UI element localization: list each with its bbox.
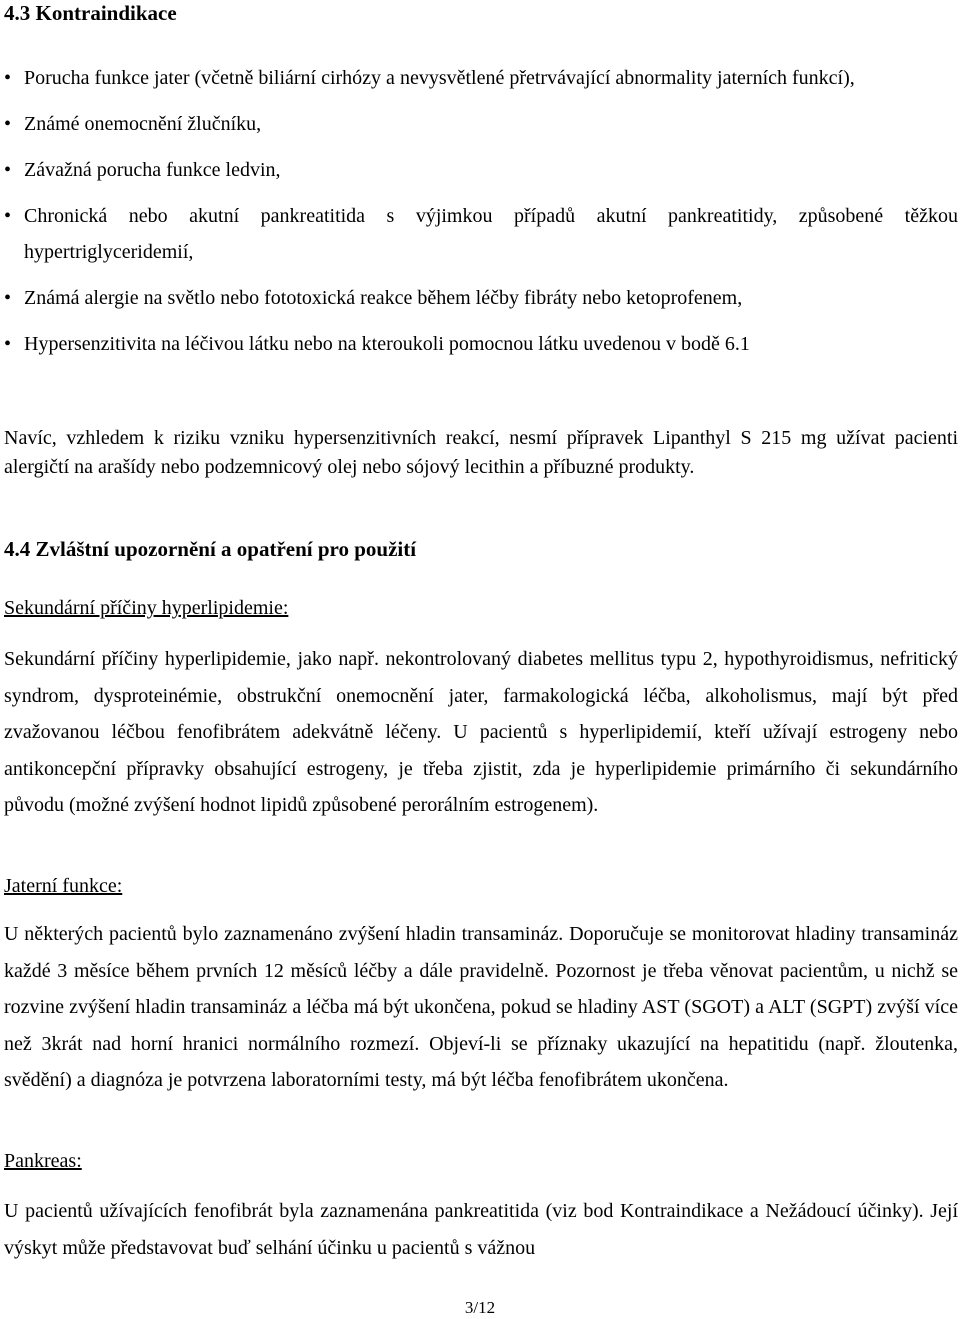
list-item: • Známé onemocnění žlučníku,	[4, 106, 958, 142]
list-item: • Chronická nebo akutní pankreatitida s výjimkou případů akutní pankreatitidy, způsobené těžkou hypertriglyceridemií,	[4, 198, 958, 270]
list-item: • Známá alergie na světlo nebo fototoxická reakce během léčby fibráty nebo ketoprofenem,	[4, 280, 958, 316]
page-number: 3/12	[464, 1298, 496, 1317]
list-item: • Porucha funkce jater (včetně biliární cirhózy a nevysvětlené přetrvávající abnormality jaterních funkcí),	[4, 60, 958, 96]
list-item: • Hypersenzitivita na léčivou látku nebo na kteroukoli pomocnou látku uvedenou v bodě 6.1	[4, 326, 958, 362]
allergy-paragraph: Navíc, vzhledem k riziku vzniku hypersenzitivních reakcí, nesmí přípravek Lipanthyl S 215 mg užívat pacienti alergičtí na arašídy nebo podzemnicový olej nebo sójový lecithin a příbuzné produkty.	[4, 427, 958, 478]
liver-function-paragraph: U některých pacientů bylo zaznamenáno zvýšení hladin transamináz. Doporučuje se monitorovat hladiny transamináz každé 3 měsíce během prvních 12 měsíců léčby a dále pravidelně. Pozornost je třeba věnovat pacientům, u nichž se rozvine zvýšení hladin transamináz a léčba má být ukončena, pokud se hladiny AST (SGOT) a ALT (SGPT) zvýší více než 3krát nad horní hranici normálního rozmezí. Objeví-li se příznaky ukazující na hepatitidu (např. žloutenka, svědění) a diagnóza je potvrzena laboratorními testy, má být léčba fenofibrátem ukončena.	[4, 923, 958, 1091]
subsection-title-liver-function: Jaterní funkce:	[4, 875, 123, 897]
subsection-title-secondary-causes: Sekundární příčiny hyperlipidemie:	[4, 597, 289, 619]
section-heading-warnings: 4.4 Zvláštní upozornění a opatření pro použití	[4, 537, 417, 561]
subsection-title-pancreas: Pankreas:	[4, 1150, 82, 1172]
list-item: • Závažná porucha funkce ledvin,	[4, 152, 958, 188]
section-heading-contraindications: 4.3 Kontraindikace	[4, 1, 177, 25]
secondary-causes-paragraph: Sekundární příčiny hyperlipidemie, jako např. nekontrolovaný diabetes mellitus typu 2, hypothyroidismus, nefritický syndrom, dysproteinémie, obstrukční onemocnění jater, farmakologická léčba, alkoholismus, mají být před zvažovanou léčbou fenofibrátem adekvátně léčeny. U pacientů s hyperlipidemií, kteří užívají estrogeny nebo antikoncepční přípravky obsahující estrogeny, je třeba zjistit, zda je hyperlipidemie primárního či sekundárního původu (možné zvýšení hodnot lipidů způsobené perorálním estrogenem).	[4, 648, 958, 816]
pancreas-paragraph: U pacientů užívajících fenofibrát byla zaznamenána pankreatitida (viz bod Kontraindikace a Nežádoucí účinky). Její výskyt může představovat buď selhání účinku u pacientů s vážnou	[4, 1200, 958, 1259]
contraindication-list	[4, 60, 958, 372]
